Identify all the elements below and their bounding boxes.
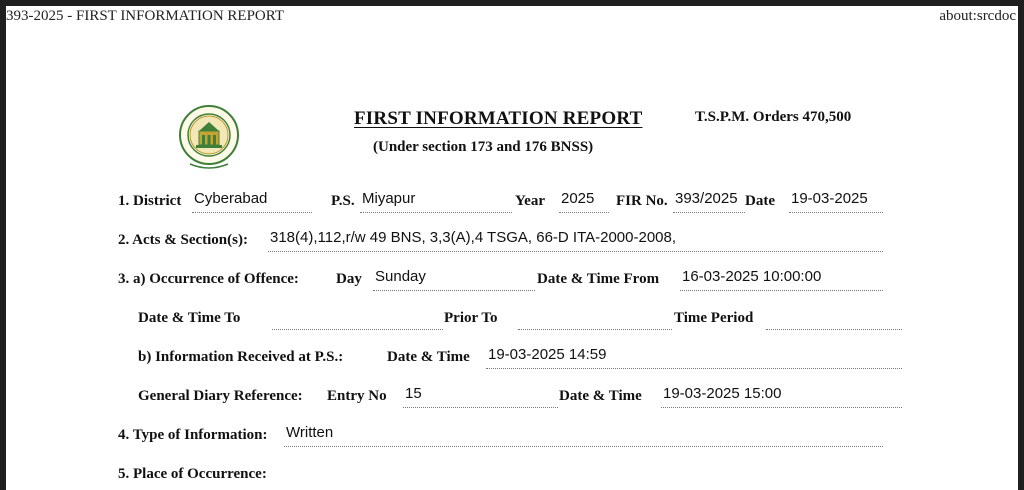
document-page	[6, 6, 1018, 490]
acts-sections-value: 318(4),112,r/w 49 BNS, 3,3(A),4 TSGA, 66-D ITA-2000-2008,	[268, 228, 883, 252]
day-value: Sunday	[373, 267, 535, 291]
time-period-label: Time Period	[674, 310, 754, 326]
fir-number-label: FIR No.	[616, 193, 668, 209]
general-diary-label: General Diary Reference:	[138, 388, 303, 404]
orders-reference: T.S.P.M. Orders 470,500	[695, 109, 852, 125]
received-datetime-label: Date & Time	[387, 349, 470, 365]
year-value: 2025	[559, 189, 609, 213]
datetime-to-label: Date & Time To	[138, 310, 241, 326]
police-station-value: Miyapur	[360, 189, 512, 213]
information-type-value: Written	[284, 423, 883, 447]
datetime-from-label: Date & Time From	[537, 271, 660, 287]
prior-to-label: Prior To	[444, 310, 498, 326]
received-datetime-value: 19-03-2025 14:59	[486, 345, 902, 369]
district-value: Cyberabad	[192, 189, 312, 213]
place-of-occurrence-label: 5. Place of Occurrence:	[118, 466, 267, 482]
state-emblem-seal	[178, 104, 240, 170]
prior-to-value	[518, 306, 672, 330]
acts-sections-label: 2. Acts & Section(s):	[118, 232, 248, 248]
police-station-label: P.S.	[331, 193, 355, 209]
report-subtitle: (Under section 173 and 176 BNSS)	[373, 139, 594, 155]
fir-date-label: Date	[745, 193, 775, 209]
entry-number-label: Entry No	[327, 388, 387, 404]
information-type-label: 4. Type of Information:	[118, 427, 268, 443]
info-received-label: b) Information Received at P.S.:	[138, 349, 344, 365]
datetime-from-value: 16-03-2025 10:00:00	[680, 267, 883, 291]
entry-number-value: 15	[403, 384, 558, 408]
fir-number-value: 393/2025	[673, 189, 745, 213]
occurrence-label: 3. a) Occurrence of Offence:	[118, 271, 299, 287]
fir-date-value: 19-03-2025	[789, 189, 883, 213]
print-header-title: 393-2025 - FIRST INFORMATION REPORT	[6, 8, 285, 24]
diary-datetime-label: Date & Time	[559, 388, 642, 404]
diary-datetime-value: 19-03-2025 15:00	[661, 384, 902, 408]
day-label: Day	[336, 271, 362, 287]
print-header-url: about:srcdoc	[939, 8, 1016, 24]
district-label: 1. District	[118, 193, 182, 209]
report-title: FIRST INFORMATION REPORT	[354, 108, 643, 129]
datetime-to-value	[272, 306, 443, 330]
time-period-value	[766, 306, 902, 330]
year-label: Year	[515, 193, 545, 209]
